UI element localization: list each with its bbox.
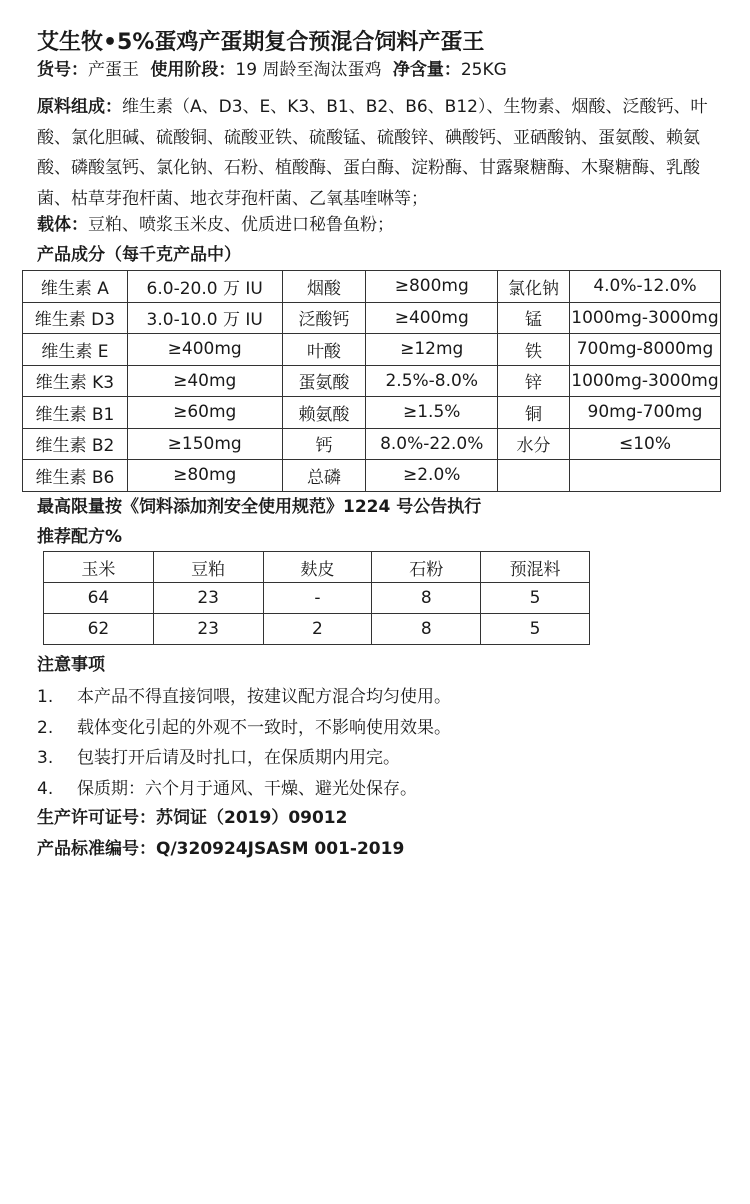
composition-text: 维生素（A、D3、E、K3、B1、B2、B6、B12）、生物素、烟酸、泛酸钙、叶酸、氯化胆碱、硫酸铜、硫酸亚铁、硫酸锰、硫酸锌、碘酸钙、亚硒酸钠、蛋氨酸、赖氨酸、磷酸氢钙、氯化钠、石粉、植酸酶、蛋白酶、淀粉酶、甘露聚糖酶、木聚糖酶、乳酸菌、枯草芽孢杆菌、地衣芽孢杆菌、乙氧基喹啉等；	[37, 97, 708, 209]
note-number: 4.	[37, 778, 54, 799]
ingredients-heading: 产品成分（每千克产品中）	[37, 245, 241, 265]
notes-list	[37, 682, 451, 804]
note-number: 3.	[37, 748, 54, 768]
note-text: 包装打开后请及时扎口，在保质期内用完。	[77, 748, 400, 768]
formula-table	[43, 551, 590, 645]
carrier-text: 豆粕、喷浆玉米皮、优质进口秘鲁鱼粉；	[88, 215, 394, 235]
nutrient-value-cell: 2.5%-8.0%	[366, 365, 498, 397]
note-text: 本产品不得直接饲喂，按建议配方混合均匀使用。	[77, 687, 451, 707]
nutrient-name-cell: 总磷	[282, 460, 366, 492]
formula-value-cell: 23	[153, 583, 263, 614]
nutrient-value-cell	[569, 460, 720, 492]
nutrient-value-cell: ≥400mg	[366, 302, 498, 334]
carrier-label: 载体：	[37, 215, 88, 235]
note-item	[37, 774, 451, 805]
nutrient-row	[23, 271, 721, 303]
nutrient-value-cell: ≥400mg	[127, 334, 282, 366]
formula-header-cell: 预混料	[481, 552, 590, 583]
nutrient-value-cell: 4.0%-12.0%	[569, 271, 720, 303]
nutrient-name-cell: 维生素 B6	[23, 460, 128, 492]
item-no-label: 货号：	[37, 60, 88, 80]
nutrient-row	[23, 460, 721, 492]
nutrient-name-cell: 锌	[498, 365, 570, 397]
formula-value-cell: -	[263, 583, 372, 614]
limit-note: 最高限量按《饲料添加剂安全使用规范》1224 号公告执行	[37, 497, 482, 517]
formula-row	[44, 583, 590, 614]
nutrient-name-cell: 蛋氨酸	[282, 365, 366, 397]
net-weight-value: 25KG	[460, 60, 507, 80]
nutrient-name-cell: 赖氨酸	[282, 397, 366, 429]
stage-label: 使用阶段：	[150, 60, 236, 80]
nutrient-name-cell: 铜	[498, 397, 570, 429]
nutrient-value-cell: 90mg-700mg	[569, 397, 720, 429]
formula-value-cell: 5	[481, 614, 590, 645]
nutrient-row	[23, 428, 721, 460]
formula-heading: 推荐配方%	[37, 527, 123, 547]
formula-value-cell: 5	[481, 583, 590, 614]
formula-header-cell: 豆粕	[153, 552, 263, 583]
formula-header-row	[44, 552, 590, 583]
nutrient-value-cell: ≥80mg	[127, 460, 282, 492]
net-weight-label: 净含量：	[392, 60, 461, 80]
notes-heading: 注意事项	[37, 655, 105, 675]
formula-value-cell: 8	[372, 614, 481, 645]
nutrient-row	[23, 397, 721, 429]
nutrient-name-cell: 铁	[498, 334, 570, 366]
nutrient-value-cell: ≥1.5%	[366, 397, 498, 429]
nutrient-name-cell	[498, 460, 570, 492]
nutrient-name-cell: 锰	[498, 302, 570, 334]
nutrient-value-cell: 3.0-10.0 万 IU	[127, 302, 282, 334]
nutrient-name-cell: 维生素 K3	[23, 365, 128, 397]
nutrient-name-cell: 钙	[282, 428, 366, 460]
nutrient-name-cell: 水分	[498, 428, 570, 460]
nutrient-value-cell: ≥150mg	[127, 428, 282, 460]
nutrient-row	[23, 365, 721, 397]
note-text: 载体变化引起的外观不一致时，不影响使用效果。	[77, 717, 451, 738]
nutrient-name-cell: 氯化钠	[498, 271, 570, 303]
carrier-line	[37, 210, 394, 240]
formula-value-cell: 8	[372, 583, 481, 614]
license-number: 生产许可证号：苏饲证（2019）09012	[37, 808, 348, 828]
stage-value: 19 周龄至淘汰蛋鸡	[235, 60, 382, 80]
nutrient-value-cell: ≥800mg	[366, 271, 498, 303]
nutrient-value-cell: 700mg-8000mg	[569, 334, 720, 366]
nutrient-value-cell: ≤10%	[569, 428, 720, 460]
nutrient-name-cell: 维生素 B1	[23, 397, 128, 429]
formula-value-cell: 64	[44, 583, 154, 614]
formula-header-cell: 麸皮	[263, 552, 372, 583]
nutrient-name-cell: 维生素 D3	[23, 302, 128, 334]
nutrient-name-cell: 维生素 A	[23, 271, 128, 303]
nutrient-value-cell: 1000mg-3000mg	[569, 365, 720, 397]
composition-label: 原料组成：	[37, 97, 122, 117]
nutrient-name-cell: 叶酸	[282, 334, 366, 366]
formula-value-cell: 23	[153, 614, 263, 645]
product-info-line	[37, 55, 507, 85]
nutrient-value-cell: ≥12mg	[366, 334, 498, 366]
item-no-value: 产蛋王	[88, 60, 139, 80]
formula-value-cell: 62	[44, 614, 154, 645]
nutrient-value-cell: ≥40mg	[127, 365, 282, 397]
nutrient-name-cell: 泛酸钙	[282, 302, 366, 334]
formula-header-cell: 玉米	[44, 552, 154, 583]
note-number: 1.	[37, 687, 54, 707]
note-item	[37, 682, 451, 713]
product-standard-number: 产品标准编号：Q/320924JSASM 001-2019	[37, 839, 405, 859]
nutrient-value-cell: ≥2.0%	[366, 460, 498, 492]
note-item	[37, 713, 451, 744]
nutrient-value-cell: ≥60mg	[127, 397, 282, 429]
product-title: 艾生牧•5%蛋鸡产蛋期复合预混合饲料产蛋王	[37, 30, 485, 55]
nutrient-name-cell: 维生素 E	[23, 334, 128, 366]
nutrient-value-cell: 6.0-20.0 万 IU	[127, 271, 282, 303]
formula-value-cell: 2	[263, 614, 372, 645]
nutrient-value-cell: 8.0%-22.0%	[366, 428, 498, 460]
formula-header-cell: 石粉	[372, 552, 481, 583]
note-text: 保质期：六个月于通风、干燥、避光处保存。	[77, 778, 417, 799]
nutrient-row	[23, 334, 721, 366]
nutrient-name-cell: 维生素 B2	[23, 428, 128, 460]
note-number: 2.	[37, 717, 54, 738]
nutrient-value-cell: 1000mg-3000mg	[569, 302, 720, 334]
formula-row	[44, 614, 590, 645]
nutrient-row	[23, 302, 721, 334]
nutrient-name-cell: 烟酸	[282, 271, 366, 303]
note-item	[37, 743, 451, 774]
composition-block	[37, 92, 717, 214]
nutrient-table	[22, 270, 721, 492]
